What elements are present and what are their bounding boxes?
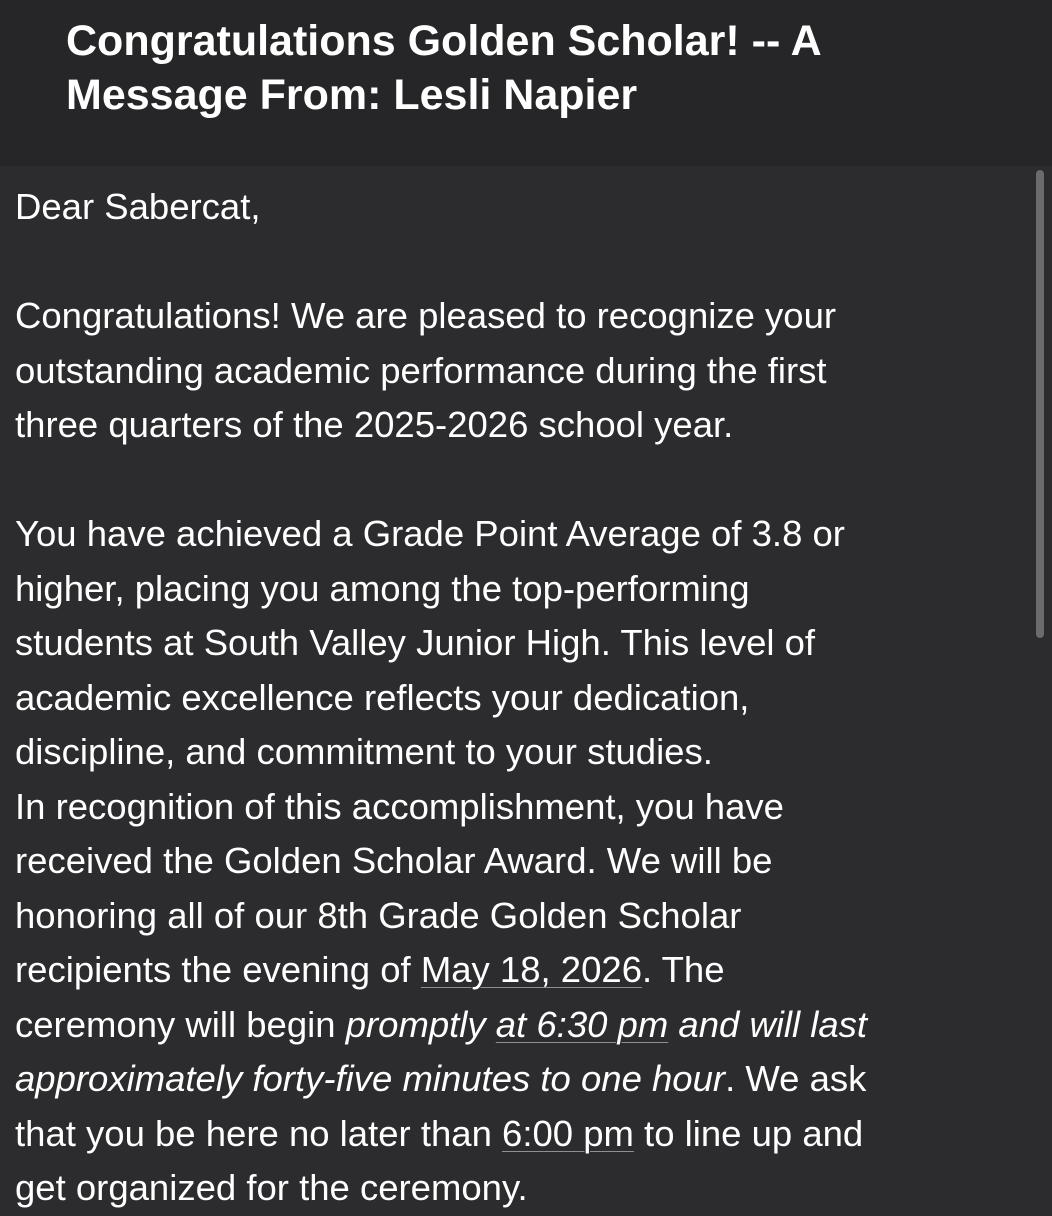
start-time-link[interactable]: at 6:30 pm	[495, 1003, 669, 1045]
message-subject	[66, 14, 1026, 122]
arrival-time-link[interactable]: 6:00 pm	[502, 1112, 634, 1154]
paragraph-2-line-2: higher, placing you among the top-performing	[15, 567, 750, 609]
emphasis-text: and will last	[668, 1003, 868, 1045]
greeting: Dear Sabercat,	[15, 186, 261, 227]
text-segment: ceremony will begin	[15, 1003, 346, 1045]
vertical-scrollbar[interactable]	[1036, 170, 1044, 638]
paragraph-3-line-4	[15, 943, 1030, 998]
text-segment: . We ask	[725, 1058, 867, 1099]
event-date-link[interactable]: May 18, 2026	[420, 949, 643, 990]
subject-line-1: Congratulations Golden Scholar! -- A	[66, 17, 822, 65]
subject-line-2: Message From: Lesli Napier	[66, 71, 638, 119]
paragraph-gap	[15, 453, 1030, 508]
emphasis-text: approximately forty-five minutes to one hour	[15, 1058, 726, 1099]
paragraph-2-line-5: discipline, and commitment to your studies.	[15, 731, 713, 772]
paragraph-2-line-1: You have achieved a Grade Point Average of 3.8 or	[15, 513, 845, 554]
text-segment: to line up and	[633, 1112, 864, 1154]
paragraph-2-line-3: students at South Valley Junior High. This level of	[15, 622, 816, 663]
text-segment: recipients the evening of	[15, 949, 421, 990]
paragraph-3-line-1: In recognition of this accomplishment, you have	[15, 785, 784, 827]
text-segment: that you be here no later than	[15, 1112, 503, 1154]
paragraph-1-line-3: three quarters of the 2025-2026 school year.	[15, 404, 734, 445]
paragraph-1-line-2: outstanding academic performance during the first	[15, 349, 827, 391]
text-segment: . The	[642, 949, 725, 990]
paragraph-3-line-2: received the Golden Scholar Award. We will be	[15, 840, 773, 881]
emphasis-text: promptly	[345, 1003, 496, 1045]
paragraph-3-line-3: honoring all of our 8th Grade Golden Scholar	[15, 894, 742, 936]
paragraph-1-line-1: Congratulations! We are pleased to recognize your	[15, 295, 837, 336]
message-header	[0, 0, 1052, 166]
paragraph-2-line-4: academic excellence reflects your dedication,	[15, 676, 750, 718]
paragraph-3-line-6	[15, 1052, 1030, 1107]
paragraph-gap	[15, 235, 1030, 290]
message-body	[15, 180, 1030, 1216]
paragraph-3-line-5	[15, 998, 1030, 1053]
paragraph-3-line-8: get organized for the ceremony.	[15, 1167, 528, 1208]
paragraph-3-line-7	[15, 1107, 1030, 1162]
